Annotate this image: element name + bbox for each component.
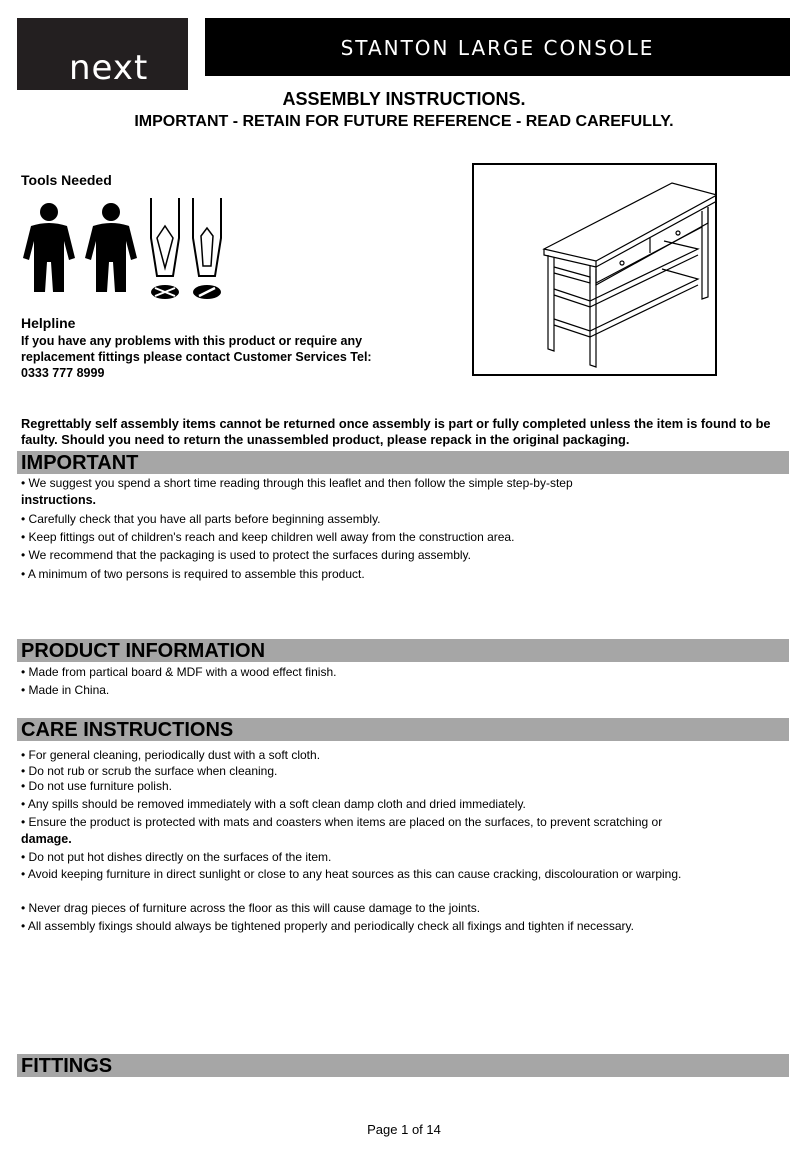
important-header: IMPORTANT: [17, 451, 789, 474]
tools-icons: [17, 196, 227, 301]
return-notice-2: faulty. Should you need to return the unassembled product, please repack in the original packaging.: [21, 432, 630, 447]
helpline-title: Helpline: [21, 315, 76, 331]
fittings-header: FITTINGS: [17, 1054, 789, 1077]
console-table-drawing: [474, 165, 715, 374]
important-bullet: • We recommend that the packaging is used to protect the surfaces during assembly.: [21, 548, 471, 562]
tools-title: Tools Needed: [21, 172, 112, 188]
important-bullet: • A minimum of two persons is required to assemble this product.: [21, 567, 365, 581]
important-bullet: • Carefully check that you have all parts before beginning assembly.: [21, 512, 381, 526]
page-subheading: IMPORTANT - RETAIN FOR FUTURE REFERENCE - READ CAREFULLY.: [134, 113, 674, 130]
care-bullet: • Never drag pieces of furniture across the floor as this will cause damage to the joints.: [21, 901, 481, 915]
helpline-text-2: replacement fittings please contact Customer Services Tel:: [21, 350, 372, 364]
care-bullet: • Do not put hot dishes directly on the surfaces of the item.: [21, 850, 332, 864]
product-info-header: PRODUCT INFORMATION: [17, 639, 789, 662]
helpline-phone: 0333 777 8999: [21, 366, 105, 380]
important-bullet: • We suggest you spend a short time reading through this leaflet and then follow the simple step-by-step: [21, 476, 573, 490]
product-info-bullet: • Made in China.: [21, 683, 110, 697]
person-icon: [23, 203, 75, 292]
helpline-text-1: If you have any problems with this product or require any: [21, 334, 363, 348]
care-bullet: • Do not use furniture polish.: [21, 779, 172, 793]
care-bullet: • All assembly fixings should always be tightened properly and periodically check all fixings and tighten if necessary.: [21, 919, 634, 933]
page-heading: ASSEMBLY INSTRUCTIONS.: [282, 89, 526, 109]
phillips-screwdriver-icon: [193, 198, 221, 299]
care-bullet: • Any spills should be removed immediately with a soft clean damp cloth and dried immediately.: [21, 797, 526, 811]
care-bullet-cont: damage.: [21, 832, 72, 846]
return-notice-1: Regrettably self assembly items cannot be returned once assembly is part or fully completed unless the item is found to be: [21, 416, 771, 431]
logo-text: next: [69, 48, 149, 88]
care-header: CARE INSTRUCTIONS: [17, 718, 789, 741]
product-info-bullet: • Made from partical board & MDF with a wood effect finish.: [21, 665, 337, 679]
important-bullet: • Keep fittings out of children's reach and keep children well away from the construction area.: [21, 530, 515, 544]
care-bullet: • Ensure the product is protected with mats and coasters when items are placed on the surfaces, to prevent scratching or: [21, 815, 663, 829]
care-bullet: • Do not rub or scrub the surface when cleaning.: [21, 764, 278, 778]
person-icon: [85, 203, 137, 292]
brand-logo: [17, 18, 188, 90]
important-bullet-cont: instructions.: [21, 493, 97, 507]
care-bullet: • Avoid keeping furniture in direct sunlight or close to any heat sources as this can cause cracking, discolouration or warping.: [21, 867, 682, 881]
product-title: STANTON LARGE CONSOLE: [205, 18, 790, 76]
flathead-screwdriver-icon: [151, 198, 179, 299]
product-illustration: [472, 163, 717, 376]
care-bullet: • For general cleaning, periodically dust with a soft cloth.: [21, 748, 321, 762]
page-number: Page 1 of 14: [367, 1122, 441, 1137]
